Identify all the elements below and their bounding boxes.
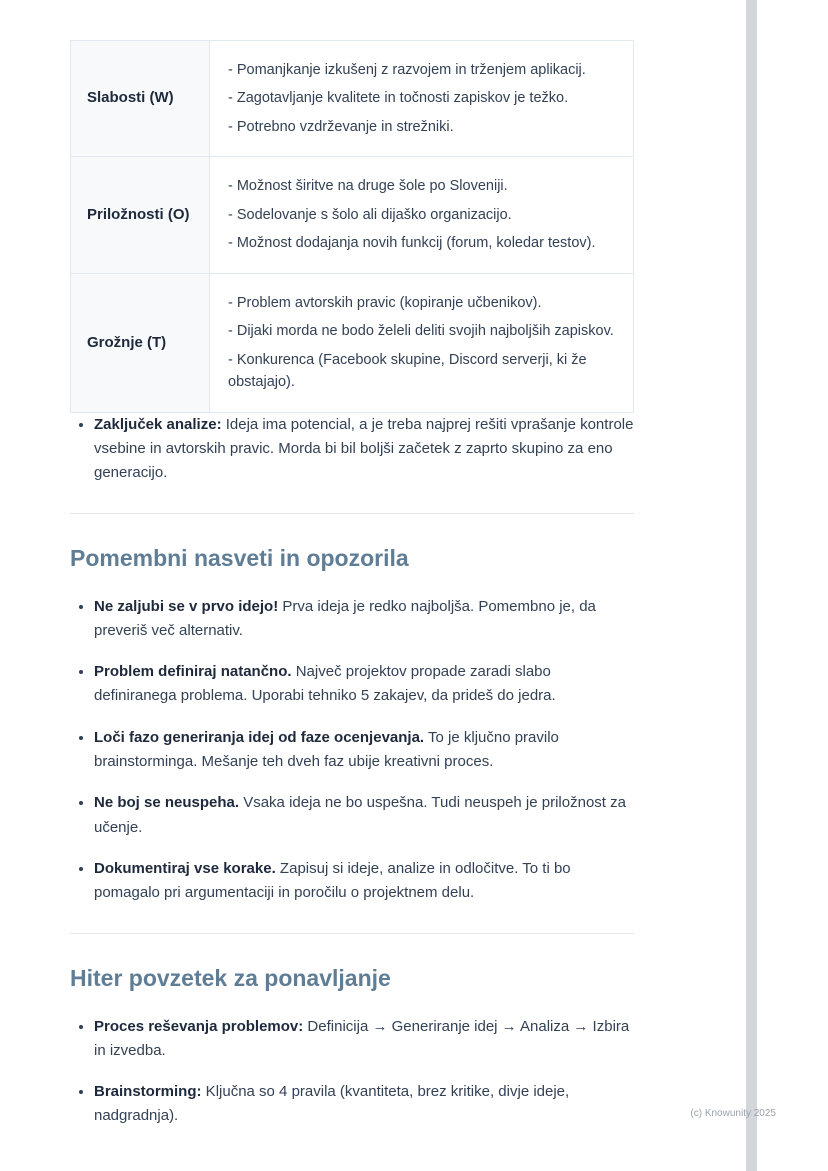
item-text: Vsaka ideja ne bo uspešna. Tudi neuspeh je priložnost za učenje. (94, 794, 626, 836)
item-bold: Loči fazo generiranja idej od faze ocenjevanja. (94, 728, 425, 746)
item-bold: Ne zaljubi se v prvo idejo! (94, 597, 279, 615)
row-label-slabosti: Slabosti (W) (71, 41, 210, 157)
item-bold: Ne boj se neuspeha. (94, 794, 240, 812)
section-title-povzetek: Hiter povzetek za ponavljanje (70, 964, 391, 991)
row-content (210, 41, 634, 157)
item-text: Ključna so 4 pravila (kvantiteta, brez kritike, divje ideje, nadgradnja). (94, 1083, 570, 1125)
item-bold: Proces reševanja problemov: (94, 1017, 304, 1035)
list-item-conclusion (94, 413, 634, 486)
list-item (94, 595, 634, 644)
list-item (94, 1015, 634, 1064)
table-line: - Možnost dodajanja novih funkcij (forum, koledar testov). (228, 235, 596, 252)
conclusion-list (70, 413, 634, 486)
item-bold: Problem definiraj natančno. (94, 663, 292, 681)
item-bold: Brainstorming: (94, 1083, 202, 1101)
table-line: - Dijaki morda ne bodo želeli deliti svojih najboljših zapiskov. (228, 323, 614, 340)
list-item (94, 1080, 634, 1129)
table-line: - Možnost širitve na druge šole po Sloveniji. (228, 178, 508, 195)
table-line: - Potrebno vzdrževanje in strežniki. (228, 118, 454, 135)
row-content (210, 157, 634, 273)
document-page (70, 40, 634, 1146)
table-row (71, 41, 634, 157)
item-bold: Dokumentiraj vse korake. (94, 859, 276, 877)
table-row (71, 157, 634, 273)
scrollbar[interactable] (746, 0, 757, 1171)
item-text: Največ projektov propade zaradi slabo definiranega problema. Uporabi tehniko 5 zakajev, da prideš do jedra. (94, 663, 556, 705)
table-line: - Pomanjkanje izkušenj z razvojem in trženjem aplikacij. (228, 62, 586, 78)
section-title-nasveti: Pomembni nasveti in opozorila (70, 544, 409, 571)
item-text: Ideja ima potencial, a je treba najprej rešiti vprašanje kontrole vsebine in avtorskih pravic. Morda bi bil boljši začetek z zaprto skupino za eno generacijo. (94, 415, 634, 482)
table-line: - Sodelovanje s šolo ali dijaško organizacijo. (228, 206, 512, 223)
table-line: - Konkurenca (Facebook skupine, Discord serverji, ki že obstajajo). (228, 351, 587, 391)
nasveti-list (70, 595, 634, 906)
table-line: - Zagotavljanje kvalitete in točnosti zapiskov je težko. (228, 90, 569, 107)
swot-table (70, 40, 634, 413)
section-divider (70, 933, 634, 934)
list-item (94, 726, 634, 775)
item-text: Prva ideja je redko najboljša. Pomembno je, da preveriš več alternativ. (94, 597, 596, 639)
row-label-priloznosti: Priložnosti (O) (71, 157, 210, 273)
section-divider (70, 513, 634, 514)
item-bold: Zaključek analize: (94, 415, 222, 433)
item-text: Definicija → Generiranje idej → Analiza → Izbira in izvedba. (94, 1017, 630, 1059)
table-line: - Problem avtorskih pravic (kopiranje učbenikov). (228, 294, 542, 311)
list-item (94, 857, 634, 906)
povzetek-list (70, 1015, 634, 1129)
list-item (94, 791, 634, 840)
item-text: Zapisuj si ideje, analize in odločitve. To ti bo pomagalo pri argumentaciji in poročilu o projektnem delu. (94, 859, 571, 902)
list-item (94, 660, 634, 709)
row-content (210, 273, 634, 412)
row-label-groznje: Grožnje (T) (71, 273, 210, 412)
table-row (71, 273, 634, 412)
copyright-watermark: (c) Knowunity 2025 (690, 1108, 776, 1119)
item-text: To je ključno pravilo brainstorminga. Mešanje teh dveh faz ubije kreativni proces. (94, 728, 559, 771)
